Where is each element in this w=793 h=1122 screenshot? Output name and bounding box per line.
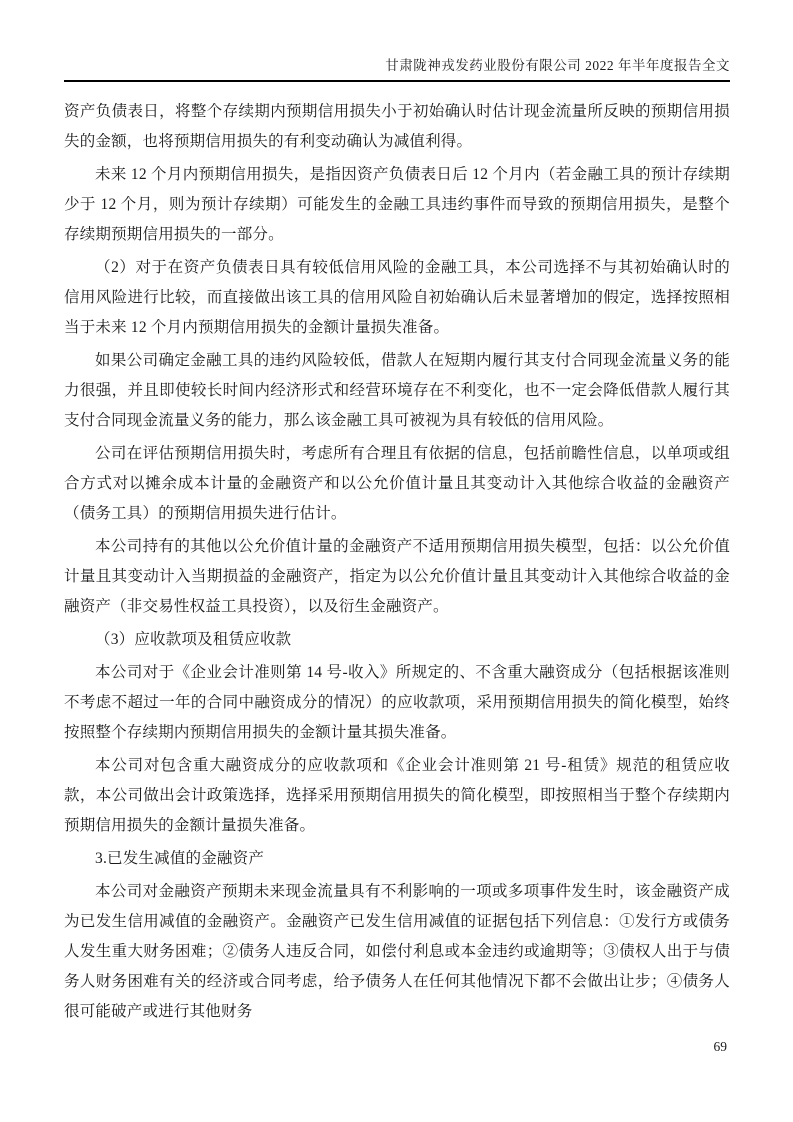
header-title: 甘肃陇神戎发药业股份有限公司 2022 年半年度报告全文 (385, 58, 730, 73)
paragraph: 本公司对包含重大融资成分的应收款项和《企业会计准则第 21 号-租赁》规范的租赁应收款，本公司做出会计政策选择，选择采用预期信用损失的简化模型，即按照相当于整个存续期内预期信用损失的金额计量损失准备。 (64, 757, 730, 834)
paragraph: 本公司持有的其他以公允价值计量的金融资产不适用预期信用损失模型，包括：以公允价值计量且其变动计入当期损益的金融资产，指定为以公允价值计量且其变动计入其他综合收益的金融资产（非交易性权益工具投资），以及衍生金融资产。 (64, 538, 730, 615)
page-header (64, 57, 730, 82)
paragraph: （3）应收款项及租赁应收款 (95, 631, 292, 648)
paragraph: 公司在评估预期信用损失时，考虑所有合理且有依据的信息，包括前瞻性信息，以单项或组合方式对以摊余成本计量的金融资产和以公允价值计量且其变动计入其他综合收益的金融资产（债务工具）的预期信用损失进行估计。 (64, 445, 730, 522)
paragraph: 如果公司确定金融工具的违约风险较低，借款人在短期内履行其支付合同现金流量义务的能力很强，并且即使较长时间内经济形式和经营环境存在不利变化，也不一定会降低借款人履行其支付合同现金流量义务的能力，那么该金融工具可被视为具有较低的信用风险。 (64, 352, 730, 429)
paragraph: 未来 12 个月内预期信用损失，是指因资产负债表日后 12 个月内（若金融工具的预计存续期少于 12 个月，则为预计存续期）可能发生的金融工具违约事件而导致的预期信用损失，是整个存续期预期信用损失的一部分。 (64, 166, 730, 243)
paragraph: （2）对于在资产负债表日具有较低信用风险的金融工具，本公司选择不与其初始确认时的信用风险进行比较，而直接做出该工具的信用风险自初始确认后未显著增加的假定，选择按照相当于未来 12 个月内预期信用损失的金额计量损失准备。 (64, 259, 730, 336)
paragraph: 资产负债表日，将整个存续期内预期信用损失小于初始确认时估计现金流量所反映的预期信用损失的金额，也将预期信用损失的有利变动确认为减值利得。 (64, 103, 730, 150)
paragraph: 本公司对于《企业会计准则第 14 号-收入》所规定的、不含重大融资成分（包括根据该准则不考虑不超过一年的合同中融资成分的情况）的应收款项，采用预期信用损失的简化模型，始终按照整个存续期内预期信用损失的金额计量其损失准备。 (64, 664, 730, 741)
document-body (64, 97, 730, 1030)
page-number: 69 (713, 1039, 727, 1054)
paragraph: 3.已发生减值的金融资产 (95, 850, 265, 867)
paragraph: 本公司对金融资产预期未来现金流量具有不利影响的一项或多项事件发生时，该金融资产成为已发生信用减值的金融资产。金融资产已发生信用减值的证据包括下列信息：①发行方或债务人发生重大财务困难；②债务人违反合同，如偿付利息或本金违约或逾期等；③债权人出于与债务人财务困难有关的经济或合同考虑，给予债务人在任何其他情况下都不会做出让步；④债务人很可能破产或进行其他财务 (64, 883, 730, 1020)
